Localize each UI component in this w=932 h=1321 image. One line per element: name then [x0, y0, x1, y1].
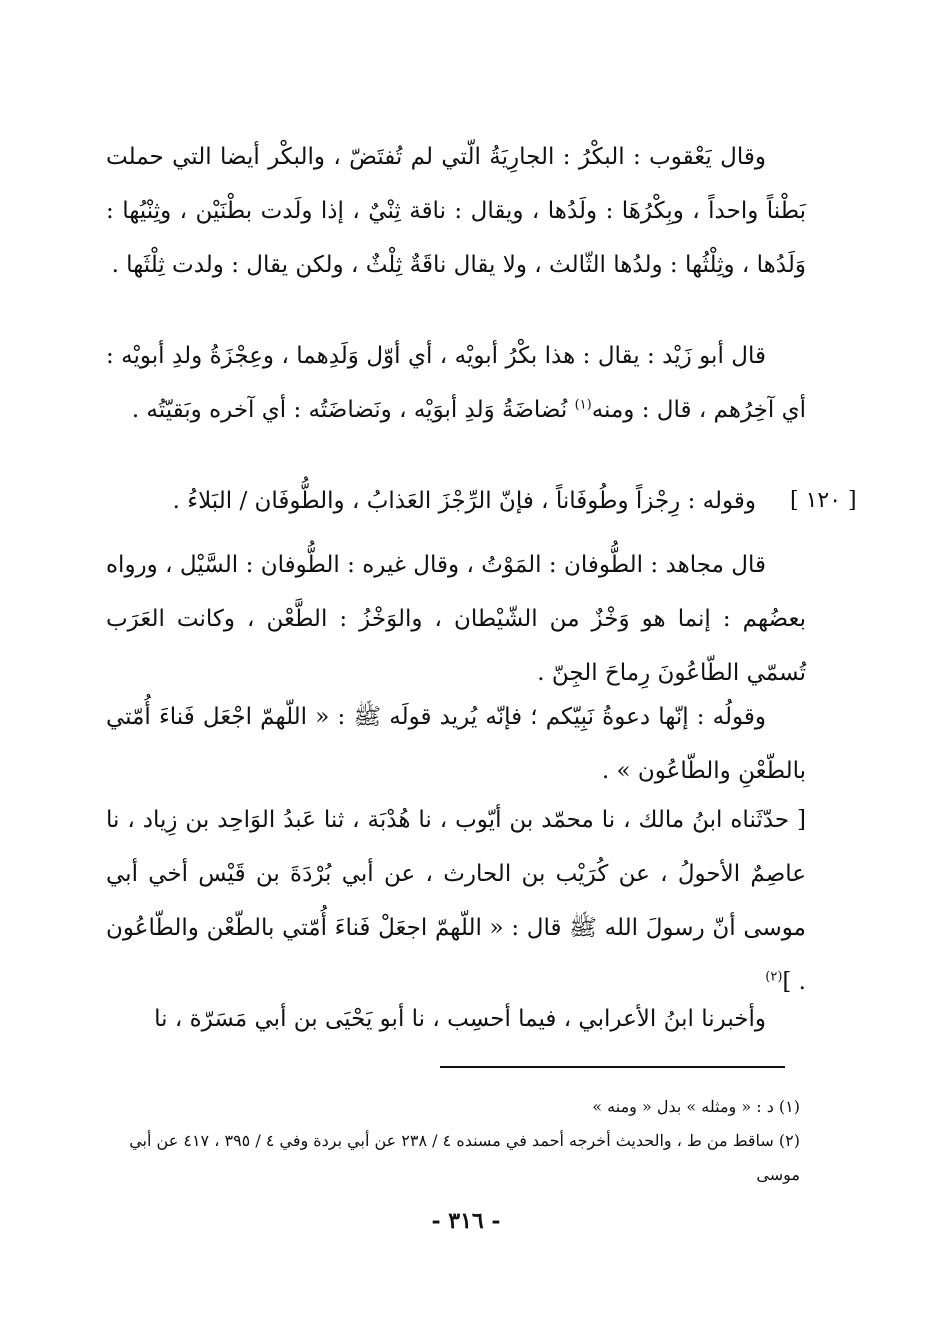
paragraph-abu-zayd — [106, 329, 806, 437]
footnote-marker-1: (١) — [574, 397, 592, 413]
paragraph-text-continued: نُضاضَةُ وَلدِ أبوَيْه ، ونَضاضَتُه : أي آخره وبَقيّتُه . — [131, 397, 568, 423]
paragraph-text: وقولُه : إنّها دعوةُ نَبِيّكم ؛ فإنّه يُريد قولَه ﷺ : « اللّهمّ اجْعَل فَناءَ أُمّتي بالطّعْنِ والطّاعُون » . — [106, 704, 806, 784]
paragraph-text: [ حدّثَناه ابنُ مالك ، نا محمّد بن أيّوب ، نا هُدْبَة ، ثنا عَبدُ الوَاحِد بن زِياد ، نا عاصِمٌ الأحولُ ، عن كُرَيْب بن الحارث ، عن أبي بُرْدَةَ بن قَيْس أخي أبي موسى أنّ رسولَ الله ﷺ قال : « اللّهمّ اجعَلْ فَناءَ أُمّتي بالطّعْن والطّاعُون . ] — [106, 807, 806, 995]
page-number: - ٣١٦ - — [431, 1208, 501, 1234]
paragraph-text: قال أبو زَيْد : يقال : هذا بكْرُ أبويْه ، أي أوّل وَلَدِهما ، وعِجْزَةُ ولدِ أبويْه : أي آخِرُهم ، قال : ومنه — [106, 343, 806, 423]
footnote-marker-2: (٢) — [765, 969, 783, 985]
paragraph-dawa — [106, 690, 806, 798]
footnote-divider — [440, 1066, 785, 1068]
footnotes — [100, 1090, 800, 1192]
paragraph-text: وأخبرنا ابنُ الأعرابي ، فيما أحسِب ، نا أبو يَحْيَى بن أبي مَسَرّة ، نا — [154, 1006, 766, 1032]
quran-verse: وقوله : رِجْزاً وطُوفَاناً ، فإنّ الرِّجْزَ العَذابُ ، والطُّوفَان / البَلاءُ . — [172, 488, 756, 514]
paragraph-bakr — [106, 130, 806, 292]
paragraph-mujahid — [106, 538, 806, 700]
footnote-2: (٢) ساقط من ط ، والحديث أخرجه أحمد في مسنده ٤ / ٢٣٨ عن أبي بردة وفي ٤ / ٣٩٥ ، ٤١٧ عن أبي موسى — [129, 1131, 800, 1184]
verse-number: [ ١٢٠ ] — [790, 488, 857, 513]
paragraph-text: وقال يَعْقوب : البكْرُ : الجارِيَةُ الّتي لم تُفتَضّ ، والبكْر أيضا التي حملت بَطْناً واحداً ، وبِكْرُهَا : ولَدُها ، ويقال : ناقة ثِنْيٌ ، إذا ولَدت بطْنَيْن ، وثِنْيُها : وَلَدُها ، وثِلْثُها : ولدُها الثّالث ، ولا يقال ناقَةٌ ثِلْثٌ ، ولكن يقال : ولدت ثِلْثَها . — [106, 144, 806, 278]
paragraph-hadith-chain — [106, 793, 806, 1009]
paragraph-text: قال مجاهد : الطُّوفان : المَوْتُ ، وقال غيره : الطُّوفان : السَّيْل ، ورواه بعضُهم : إنما هو وَخْزٌ من الشّيْطان ، والوَخْزُ : الطَّعْن ، وكانت العَرَب تُسمّي الطّاعُونَ رِماحَ الجِنّ . — [106, 552, 806, 686]
footnote-1: (١) د : « ومثله » بدل « ومنه » — [592, 1097, 800, 1116]
paragraph-ibn-arabi — [106, 992, 806, 1046]
